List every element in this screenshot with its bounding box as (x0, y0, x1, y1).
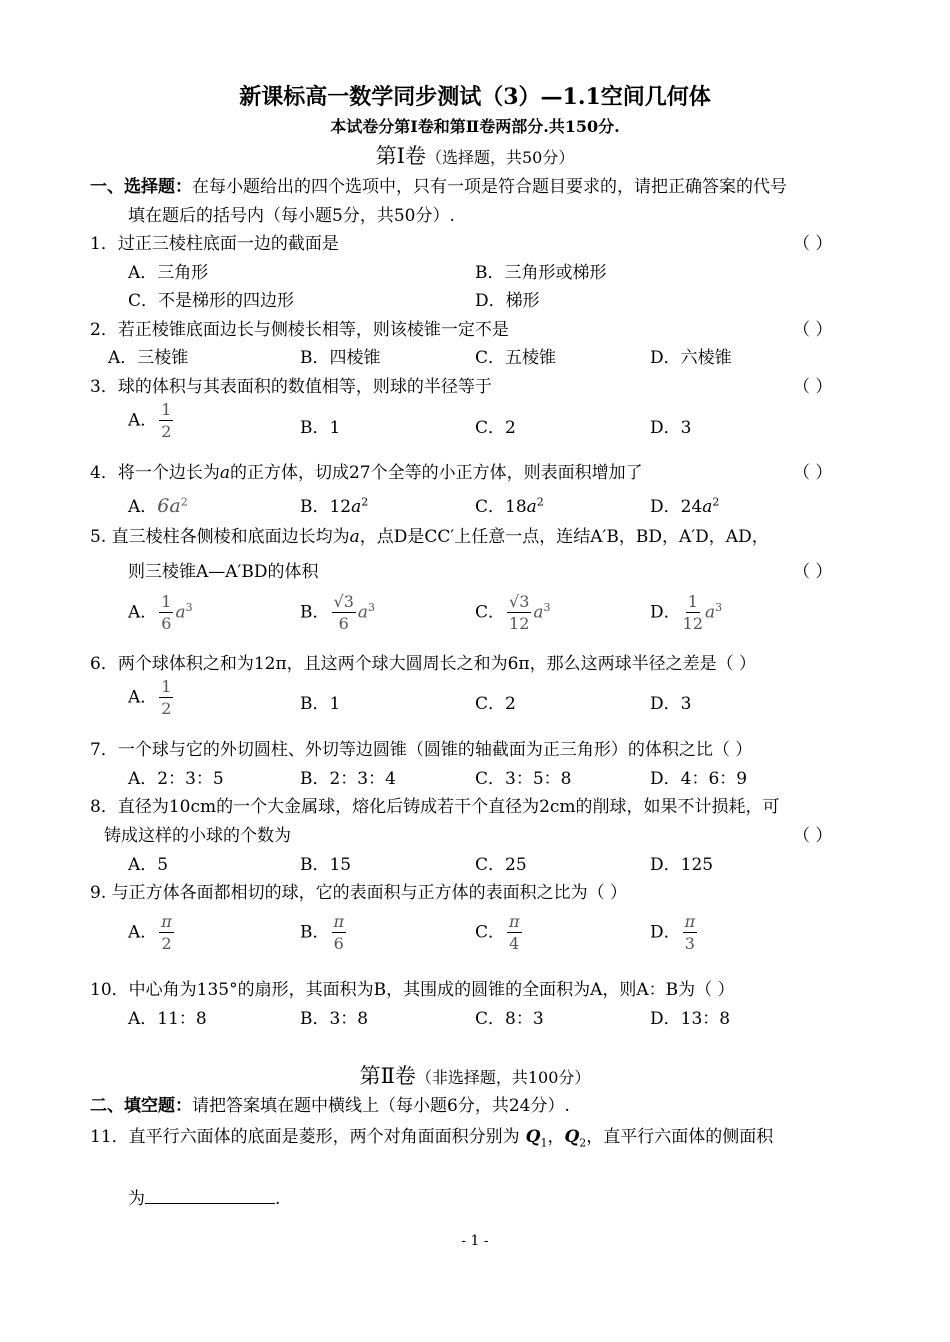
section-1-instructions-cont: 填在题后的括号内（每小题5分，共50分）. (128, 206, 455, 226)
q5-option-a-fraction (159, 594, 173, 632)
q5-answer-paren: （ ） (793, 562, 833, 582)
q4-option-a-exponent: 2 (180, 495, 188, 509)
q11-q-symbol-2: Q (564, 1127, 580, 1147)
fraction-numerator: π (333, 912, 345, 931)
q8-answer-paren: （ ） (793, 826, 833, 846)
volume-2-note: （非选择题，共100分） (415, 1068, 591, 1087)
q4-option-a-label: A． (128, 497, 158, 517)
q1-option-c: C．不是梯形的四边形 (128, 291, 295, 311)
q9-option-c-fraction (507, 914, 522, 952)
q4-option-c-label: C．18 (475, 497, 527, 517)
q4-option-b-label: B．12 (300, 497, 352, 517)
section-2-text: 请把答案填在题中横线上（每小题6分，共24分）. (192, 1096, 570, 1116)
q4-option-b-var: a (351, 497, 362, 517)
q6-option-a (128, 679, 175, 717)
fraction-numerator: π (509, 912, 520, 931)
q11-stem-post: ，直平行六面体的侧面积 (586, 1127, 774, 1147)
q5-option-a-var: a (175, 602, 186, 623)
q4-option-b (300, 492, 368, 517)
q1-option-d: D．梯形 (475, 291, 540, 311)
q9-option-a-fraction (159, 914, 174, 952)
q2-option-d: D．六棱锥 (650, 348, 732, 368)
q6-option-a-label: A． (128, 687, 158, 708)
q5-option-b-fraction (332, 594, 356, 632)
q5-option-d (650, 594, 722, 632)
q11-stem-cont (128, 1184, 280, 1209)
q4-option-b-exponent: 2 (361, 495, 369, 509)
q11-subscript-2: 2 (579, 1136, 587, 1150)
q5-option-b-label: B． (300, 602, 330, 623)
q4-stem (90, 458, 643, 483)
section-2-label: 二、填空题： (90, 1096, 192, 1116)
q4-option-c-exponent: 2 (536, 495, 544, 509)
q6-option-c: C．2 (475, 694, 516, 714)
q11-subscript-1: 1 (540, 1136, 548, 1150)
fraction-numerator: 1 (161, 400, 172, 419)
q8-stem-cont: 铸成这样的小球的个数为 (104, 826, 291, 846)
fraction-numerator: 1 (687, 592, 698, 611)
q2-option-a: A．三棱锥 (108, 348, 189, 368)
q5-option-a-exponent: 3 (185, 600, 193, 614)
q1-answer-paren: （ ） (793, 234, 833, 254)
q2-stem: 2．若正棱锥底面边长与侧棱长相等，则该棱锥一定不是 (90, 320, 509, 340)
q5-option-c-fraction (507, 594, 531, 632)
fraction-denominator: 6 (333, 934, 344, 953)
fraction-denominator: 12 (509, 614, 530, 633)
fraction-numerator: √3 (509, 592, 530, 611)
q4-option-d-var: a (702, 497, 713, 517)
volume-1-heading (0, 140, 950, 170)
q3-option-a-fraction (159, 402, 173, 440)
volume-1-note: （选择题，共50分） (425, 148, 575, 167)
q5-option-b-var: a (357, 602, 369, 623)
fraction-denominator: 2 (161, 422, 172, 441)
fraction-numerator: π (684, 912, 696, 931)
q1-stem: 1．过正三棱柱底面一边的截面是 (90, 234, 339, 254)
q11-stem (90, 1122, 773, 1149)
section-1-label: 一、选择题： (90, 177, 192, 197)
section-1-text: 在每小题给出的四个选项中，只有一项是符合题目要求的，请把正确答案的代号 (192, 177, 787, 197)
q5-option-c-var: a (533, 602, 544, 623)
q11-q-symbol-1: Q (525, 1127, 541, 1147)
fraction-denominator: 2 (161, 934, 172, 953)
q4-option-a (128, 492, 188, 517)
q7-option-d: D．4：6：9 (650, 769, 748, 789)
q11-period: . (275, 1189, 281, 1209)
q5-variable: a (349, 527, 360, 547)
q9-option-c (475, 914, 524, 952)
q10-option-a: A．11：8 (128, 1009, 207, 1029)
q9-option-c-label: C． (475, 922, 506, 943)
q9-option-d-label: D． (650, 922, 681, 943)
fraction-denominator: 2 (161, 699, 172, 718)
q6-option-b: B．1 (300, 694, 341, 714)
q10-option-b: B．3：8 (300, 1009, 369, 1029)
q4-option-d (650, 492, 719, 517)
q7-option-c: C．3：5：8 (475, 769, 572, 789)
q10-option-c: C．8：3 (475, 1009, 544, 1029)
q8-option-d: D．125 (650, 855, 714, 875)
fraction-numerator: √3 (333, 592, 354, 611)
q9-option-b-label: B． (300, 922, 330, 943)
q4-stem-pre: 4．将一个边长为 (90, 463, 220, 483)
q5-option-c (475, 594, 551, 632)
q4-option-c-var: a (526, 497, 537, 517)
q7-option-b: B．2：3：4 (300, 769, 396, 789)
volume-2-title: 第Ⅱ卷 (359, 1064, 416, 1088)
q7-stem: 7．一个球与它的外切圆柱、外切等边圆锥（圆锥的轴截面为正三角形）的体积之比（ ） (90, 740, 753, 760)
q2-option-c: C．五棱锥 (475, 348, 557, 368)
q3-answer-paren: （ ） (793, 377, 833, 397)
q4-option-d-label: D．24 (650, 497, 703, 517)
q9-option-a-label: A． (128, 922, 158, 943)
q5-option-d-fraction (683, 594, 703, 632)
q9-option-b-fraction (332, 914, 347, 952)
q7-option-a: A．2：3：5 (128, 769, 224, 789)
q9-option-d (650, 914, 699, 952)
q6-option-a-fraction (159, 679, 173, 717)
q5-option-d-exponent: 3 (715, 600, 723, 614)
fraction-numerator: 1 (161, 592, 172, 611)
volume-2-heading (0, 1060, 950, 1090)
q11-comma: ， (547, 1127, 565, 1147)
q2-option-b: B．四棱锥 (300, 348, 381, 368)
q3-option-b: B．1 (300, 418, 341, 438)
q3-option-a (128, 402, 175, 440)
q4-option-c (475, 492, 544, 517)
q5-option-a (128, 594, 193, 632)
q9-option-d-fraction (683, 914, 698, 952)
q11-stem-cont-text: 为 (128, 1189, 145, 1209)
q5-stem-cont: 则三棱锥A—A′BD的体积 (128, 562, 319, 582)
q5-option-b (300, 594, 375, 632)
q4-option-d-exponent: 2 (712, 495, 720, 509)
q5-option-c-label: C． (475, 602, 506, 623)
q9-option-b (300, 914, 348, 952)
q3-option-d: D．3 (650, 418, 692, 438)
q5-stem (90, 522, 769, 547)
fraction-denominator: 6 (161, 614, 172, 633)
q3-option-c: C．2 (475, 418, 516, 438)
q11-stem-text: 11．直平行六面体的底面是菱形，两个对角面面积分别为 (90, 1127, 520, 1147)
q5-option-d-label: D． (650, 602, 681, 623)
fraction-denominator: 6 (338, 614, 349, 633)
q11-answer-blank[interactable] (145, 1189, 275, 1204)
q8-stem: 8．直径为10cm的一个大金属球，熔化后铸成若干个直径为2cm的削球，如果不计损耗，可 (90, 797, 780, 817)
q4-answer-paren: （ ） (793, 463, 833, 483)
q3-option-a-label: A． (128, 410, 158, 431)
section-2-instructions (90, 1091, 570, 1116)
fraction-numerator: 1 (161, 677, 172, 696)
fraction-denominator: 12 (682, 614, 703, 633)
q9-option-a (128, 914, 176, 952)
q5-option-c-exponent: 3 (543, 600, 551, 614)
volume-1-title: 第Ⅰ卷 (375, 144, 426, 168)
q6-option-d: D．3 (650, 694, 692, 714)
q9-stem: 9. 与正方体各面都相切的球，它的表面积与正方体的表面积之比为（ ） (90, 883, 628, 903)
q4-variable: a (219, 463, 230, 483)
q5-stem-pre: 5. 直三棱柱各侧棱和底面边长均为 (90, 527, 350, 547)
section-1-instructions (90, 172, 787, 197)
q5-stem-post: ，点D是CC′上任意一点，连结A′B，BD，A′D，AD， (359, 527, 769, 547)
page-title: 新课标高一数学同步测试（3）—1.1空间几何体 (239, 84, 711, 110)
q6-stem: 6．两个球体积之和为12π，且这两个球大圆周长之和为6π，那么这两球半径之差是（ ） (90, 654, 757, 674)
q4-stem-post: 的正方体，切成27个全等的小正方体，则表面积增加了 (229, 463, 643, 483)
page-subtitle: 本试卷分第Ⅰ卷和第Ⅱ卷两部分.共150分. (330, 117, 620, 136)
q3-stem: 3．球的体积与其表面积的数值相等，则球的半径等于 (90, 377, 492, 397)
fraction-numerator: π (161, 912, 172, 931)
q1-option-a: A．三角形 (128, 263, 209, 283)
fraction-denominator: 4 (509, 934, 520, 953)
q4-option-a-value: 6a (157, 495, 181, 517)
page-number: - 1 - (461, 1233, 489, 1249)
q5-option-b-exponent: 3 (368, 600, 376, 614)
q8-option-a: A．5 (128, 855, 169, 875)
q8-option-c: C．25 (475, 855, 527, 875)
q10-option-d: D．13：8 (650, 1009, 731, 1029)
q10-stem: 10．中心角为135°的扇形，其面积为B，其围成的圆锥的全面积为A，则A：B为（ ） (90, 980, 735, 1000)
q5-option-d-var: a (705, 602, 716, 623)
fraction-denominator: 3 (684, 934, 695, 953)
q2-answer-paren: （ ） (793, 320, 833, 340)
q1-option-b: B．三角形或梯形 (475, 263, 607, 283)
q8-option-b: B．15 (300, 855, 352, 875)
q5-option-a-label: A． (128, 602, 158, 623)
